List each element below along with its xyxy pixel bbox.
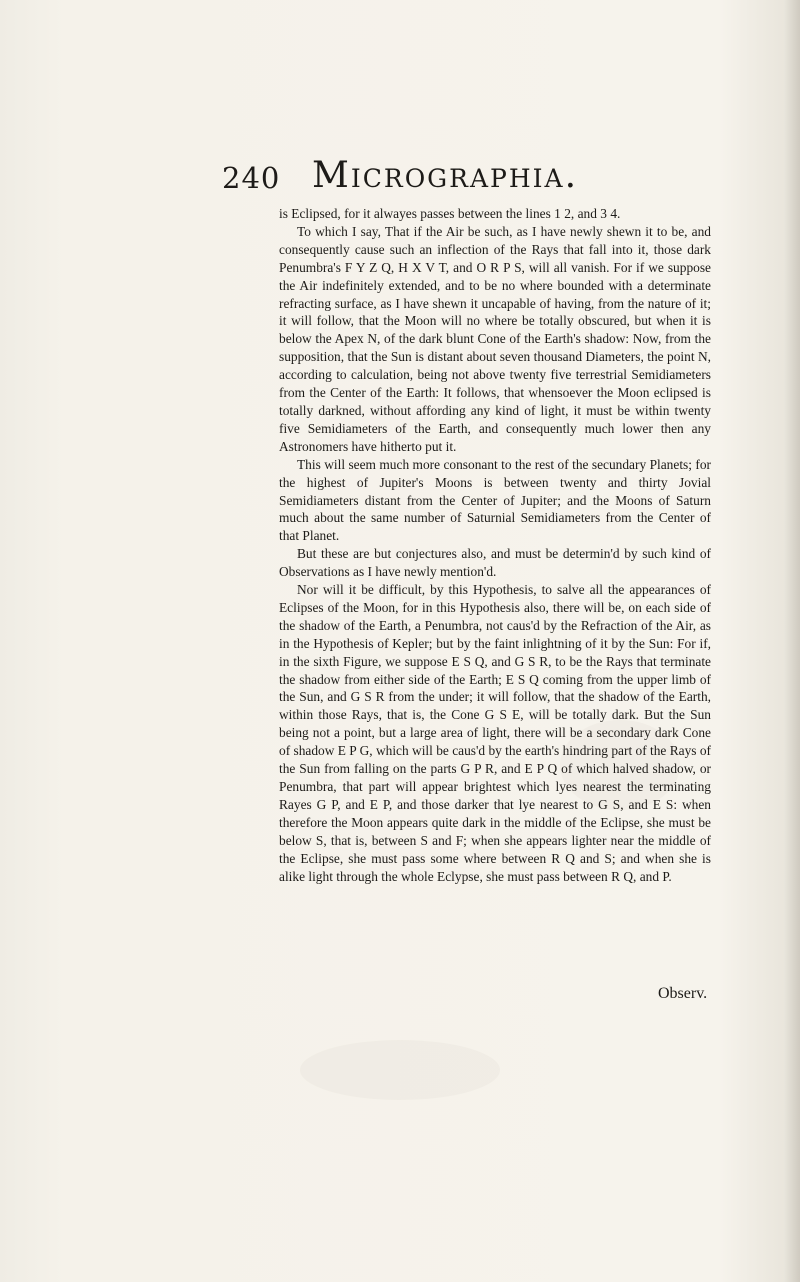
body-text xyxy=(279,205,711,885)
running-head: Micrographia. xyxy=(312,155,579,196)
paragraph: To which I say, That if the Air be such, as I have newly shewn it to be, and consequently cause such an inflection of the Rays that fall into it, those dark Penumbra's F Y Z Q, H X V T, and O R P S, will all vanish. For if we suppose the Air indefinitely extended, and to be no where bounded with a determinate refracting surface, as I have shewn it uncapable of having, from the nature of it; it will follow, that the Moon will no where be totally obscured, but when it is below the Apex N, of the dark blunt Cone of the Earth's shadow: Now, from the supposition, that the Sun is distant about seven thousand Diameters, the point N, according to calculation, being not above twenty five terrestrial Semidiameters from the Center of the Earth: It follows, that whensoever the Moon eclipsed is totally darkned, without affording any kind of light, it must be within twenty five Semidiameters of the Earth, and consequently much lower then any Astronomers have hitherto put it. xyxy=(279,223,711,454)
paragraph: But these are but conjectures also, and must be determin'd by such kind of Observations as I have newly mention'd. xyxy=(279,546,711,580)
page-number: 240 xyxy=(222,161,281,195)
page-header xyxy=(222,155,692,205)
paragraph: is Eclipsed, for it alwayes passes between the lines 1 2, and 3 4. xyxy=(279,206,621,221)
paragraph: This will seem much more consonant to the rest of the secundary Planets; for the highest of Jupiter's Moons is between twenty and thirty Jovial Semidiameters distant from the Center of Jupiter; and the Moons of Saturn much about the same number of Saturnial Semidiameters from the Center of that Planet. xyxy=(279,456,711,544)
paper-stain xyxy=(300,1040,500,1100)
paragraph: Nor will it be difficult, by this Hypothesis, to salve all the appearances of Eclipses of the Moon, for in this Hypothesis also, there will be, on each side of the shadow of the Earth, a Penumbra, not caus'd by the Refraction of the Air, as in the Hypothesis of Kepler; but by the faint inlightning of it by the Sun: For if, in the sixth Figure, we suppose E S Q, and G S R, to be the Rays that terminate the shadow from either side of the Earth; E S Q coming from the upper limb of the Sun, and G S R from the under; it will follow, that the shadow of the Earth, within those Rays, that is, the Cone G S E, will be totally dark. But the Sun being not a point, but a large area of light, there will be a secondary dark Cone of shadow E P G, which will be caus'd by the earth's hindring part of the Rays of the Sun from falling on the parts G P R, and E P Q of which halved shadow, or Penumbra, that part will appear brightest which lyes nearest the terminating Rayes G P, and E P, and those darker that lye nearest to G S, and E S: when therefore the Moon appears quite dark in the middle of the Eclipse, she must be below S, that is, between S and F; when she appears lighter near the middle of the Eclipse, she must pass some where between R Q and S; and when she is alike light through the whole Eclypse, she must pass between R Q, and P. xyxy=(279,582,711,884)
page-edge xyxy=(784,0,800,1282)
catchword: Observ. xyxy=(658,985,708,1002)
